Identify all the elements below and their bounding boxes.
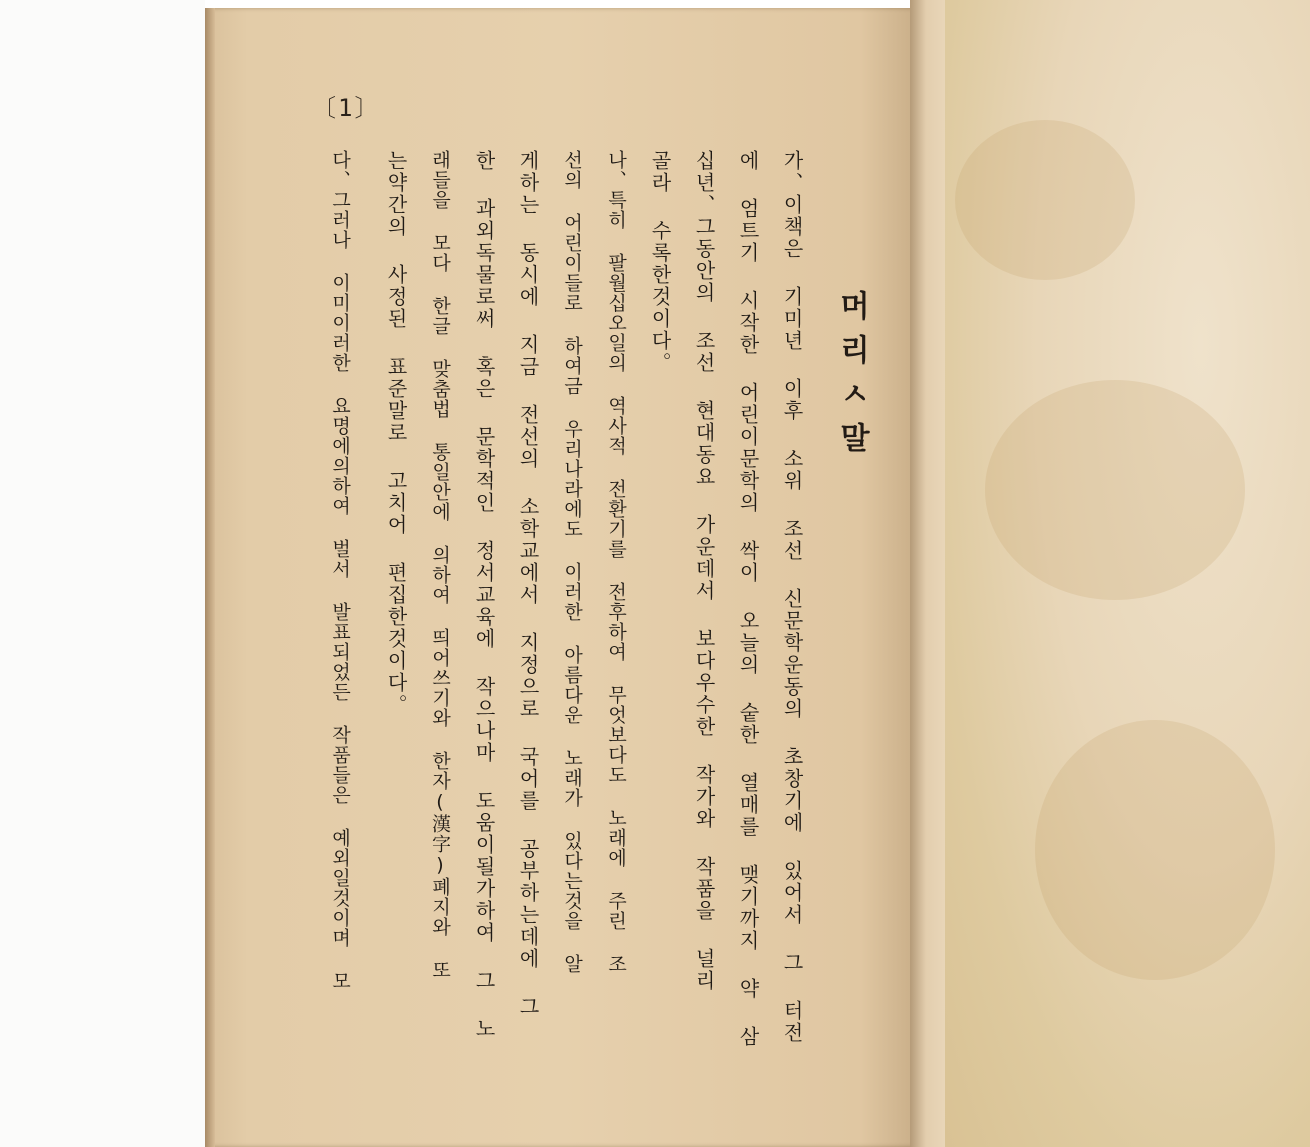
text-column-5: 나、특히 팔월십오일의 역사적 전환기를 전후하여 무엇보다도 노래에 주린 조	[605, 150, 627, 974]
right-page	[945, 0, 1310, 1147]
text-column-7: 게하는 동시에 지금 전선의 소학교에서 지정으로 국어를 공부하는데에 그	[516, 150, 540, 1018]
page-number: 〔1〕	[312, 94, 381, 122]
text-column-1: 가、이책은 기미년 이후 소위 조선 신문학운동의 초창기에 있어서 그 터전	[780, 150, 804, 1044]
text-column-9: 래들을 모다 한글 맞춤법 통일안에 의하여 띄어쓰기와 한자(漢字)폐지와 또	[429, 150, 451, 980]
text-column-11: 다、그러나 이미이러한 요명에의하여 벌서 발표되었든 작품들은 예외일것이며 모	[329, 150, 351, 991]
background-margin	[0, 0, 205, 1147]
text-column-4: 골라 수록한것이다。	[648, 150, 672, 374]
text-column-3: 십년、그동안의 조선 현대동요 가운데서 보다우수한 작가와 작품을 널리	[692, 150, 716, 992]
water-stain	[955, 120, 1135, 280]
heading-title: 머리ㅅ말	[834, 290, 869, 466]
text-column-2: 에 엄트기 시작한 어린이문학의 싹이 오늘의 숱한 열매를 맺기까지 약 삼	[736, 150, 760, 1048]
water-stain	[1035, 720, 1275, 980]
book-spine	[910, 0, 950, 1147]
water-stain	[985, 380, 1245, 600]
text-column-6: 선의 어린이들로 하여금 우리나라에도 이러한 아름다운 노래가 있다는것을 알	[561, 150, 583, 974]
text-column-8: 한 과외독물로써 혹은 문학적인 정서교육에 작으나마 도움이될가하여 그 노	[472, 150, 496, 1040]
text-column-10: 는약간의 사정된 표준말로 고치어 편집한것이다。	[384, 150, 408, 716]
